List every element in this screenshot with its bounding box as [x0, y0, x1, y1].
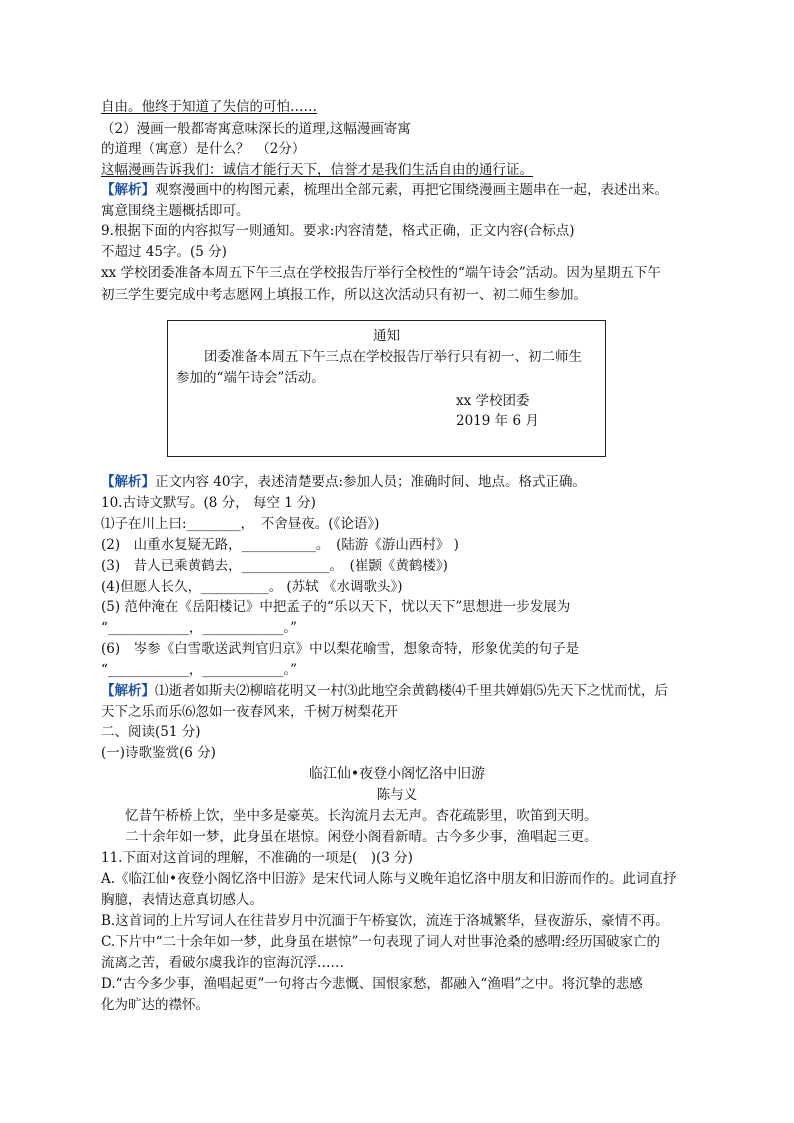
question-10-item4: (4)但愿人长久，__________。 (苏轼 《水调歌头》): [101, 579, 403, 595]
question-11-head: 11.下面对这首词的理解，不准确的一项是( )(3 分): [101, 850, 413, 866]
analysis-line: [101, 181, 668, 199]
analysis-tag: 【解析】: [101, 182, 155, 198]
notice-box: [167, 320, 606, 457]
analysis-line: [101, 473, 586, 491]
text-line: 自由。他终于知道了失信的可怕……: [101, 99, 317, 115]
analysis-line: [101, 682, 668, 700]
notice-title: 通知: [373, 328, 400, 344]
material-line1: xx 学校团委准备本周五下午三点在学校报告厅举行全校性的“端午诗会”活动。因为星期五下午: [101, 265, 661, 281]
poem-line2: 二十余年如一梦，此身虽在堪惊。闲登小阁看新晴。古今多少事，渔唱起三更。: [125, 829, 598, 845]
notice-signature: xx 学校团委: [456, 393, 530, 409]
answer-2: 这幅漫画告诉我们：诚信才能行天下，信誉才是我们生活自由的通行证。: [101, 162, 533, 178]
analysis-text-cont: 寓意围绕主题概括即可。: [101, 203, 250, 219]
analysis-text-cont: 天下之乐而乐⑹忽如一夜春风来，千树万树梨花开: [101, 704, 398, 720]
poem-author: 陈与义: [376, 787, 418, 803]
option-c-line1: C.下片中“二十余年如一梦，此身虽在堪惊”一句表现了词人对世事沧桑的感喟:经历国破家亡的: [101, 934, 660, 950]
question-9-line1: 9.根据下面的内容拟写一则通知。要求:内容清楚，格式正确，正文内容(合标点): [101, 223, 575, 239]
option-a-line2: 胸臆，表情达意真切感人。: [101, 892, 263, 908]
notice-date: 2019 年 6 月: [456, 413, 539, 429]
option-d-line1: D.“古今多少事，渔唱起更”一句将古今悲慨、国恨家愁，都融入“渔唱”之中。将沉挚的悲感: [101, 976, 643, 992]
question-9-line2: 不超过 45字。(5 分): [101, 244, 227, 260]
question-2-line1: （2）漫画一般都寄寓意味深长的道理,这幅漫画寄寓: [101, 121, 411, 137]
analysis-text: 正文内容 40字，表述清楚要点:参加人员；准确时间、地点。格式正确。: [155, 474, 587, 490]
poem-title: 临江仙•夜登小阁忆洛中旧游: [308, 766, 486, 782]
analysis-tag: 【解析】: [101, 474, 155, 490]
analysis-text: ⑴逝者如斯夫⑵柳暗花明又一村⑶此地空余黄鹤楼⑷千里共婵娟⑸先天下之忧而忧，后: [155, 683, 668, 699]
analysis-tag: 【解析】: [101, 683, 155, 699]
section-heading: 二、阅读(51 分): [101, 724, 201, 740]
notice-body-line2: 参加的“端午诗会”活动。: [176, 370, 325, 386]
option-a-line1: A.《临江仙•夜登小阁忆洛中旧游》是宋代词人陈与义晚年追忆洛中朋友和旧游而作的。此词直抒: [101, 871, 677, 887]
question-2-line2: 的道理（寓意）是什么？ （2分）: [101, 141, 306, 157]
question-10-item6b: “____________，____________。”: [101, 662, 298, 678]
question-10-head: 10.古诗文默写。(8 分， 每空 1 分): [101, 495, 316, 511]
question-10-item3: (3) 昔人已乘黄鹤去，_____________。 (崔颢《黄鹤楼》): [101, 558, 448, 574]
question-10-item2: (2) 山重水复疑无路，___________。 (陆游《游山西村》 ): [101, 537, 459, 553]
option-c-line2: 流离之苦，看破尔虞我诈的宦海沉浮……: [101, 955, 344, 971]
material-line2: 初三学生要完成中考志愿网上填报工作，所以这次活动只有初一、初二师生参加。: [101, 287, 587, 303]
question-10-item6a: (6) 岑参《白雪歌送武判官归京》中以梨花喻雪，想象奇特，形象优美的句子是: [101, 641, 580, 657]
option-d-line2: 化为旷达的襟怀。: [101, 997, 209, 1013]
analysis-text: 观察漫画中的构图元素，梳理出全部元素，再把它围绕漫画主题串在一起，表述出来。: [155, 182, 668, 198]
option-b: B.这首词的上片写词人在往昔岁月中沉湎于午桥宴饮，流连于洛城繁华，昼夜游乐，豪情不再。: [101, 913, 669, 929]
notice-body-line1: 团委准备本周五下午三点在学校报告厅举行只有初一、初二师生: [204, 349, 582, 365]
poem-line1: 忆昔午桥桥上饮，坐中多是豪英。长沟流月去无声。杏花疏影里，吹笛到天明。: [125, 808, 598, 824]
question-10-item5a: (5) 范仲淹在《岳阳楼记》中把孟子的“乐以天下，忧以天下”思想进一步发展为: [101, 599, 571, 615]
subsection-heading: (一)诗歌鉴赏(6 分): [101, 745, 216, 761]
question-10-item5b: “____________，____________。”: [101, 620, 298, 636]
question-10-item1: ⑴子在川上曰:________， 不舍昼夜。(《论语》): [101, 516, 380, 532]
